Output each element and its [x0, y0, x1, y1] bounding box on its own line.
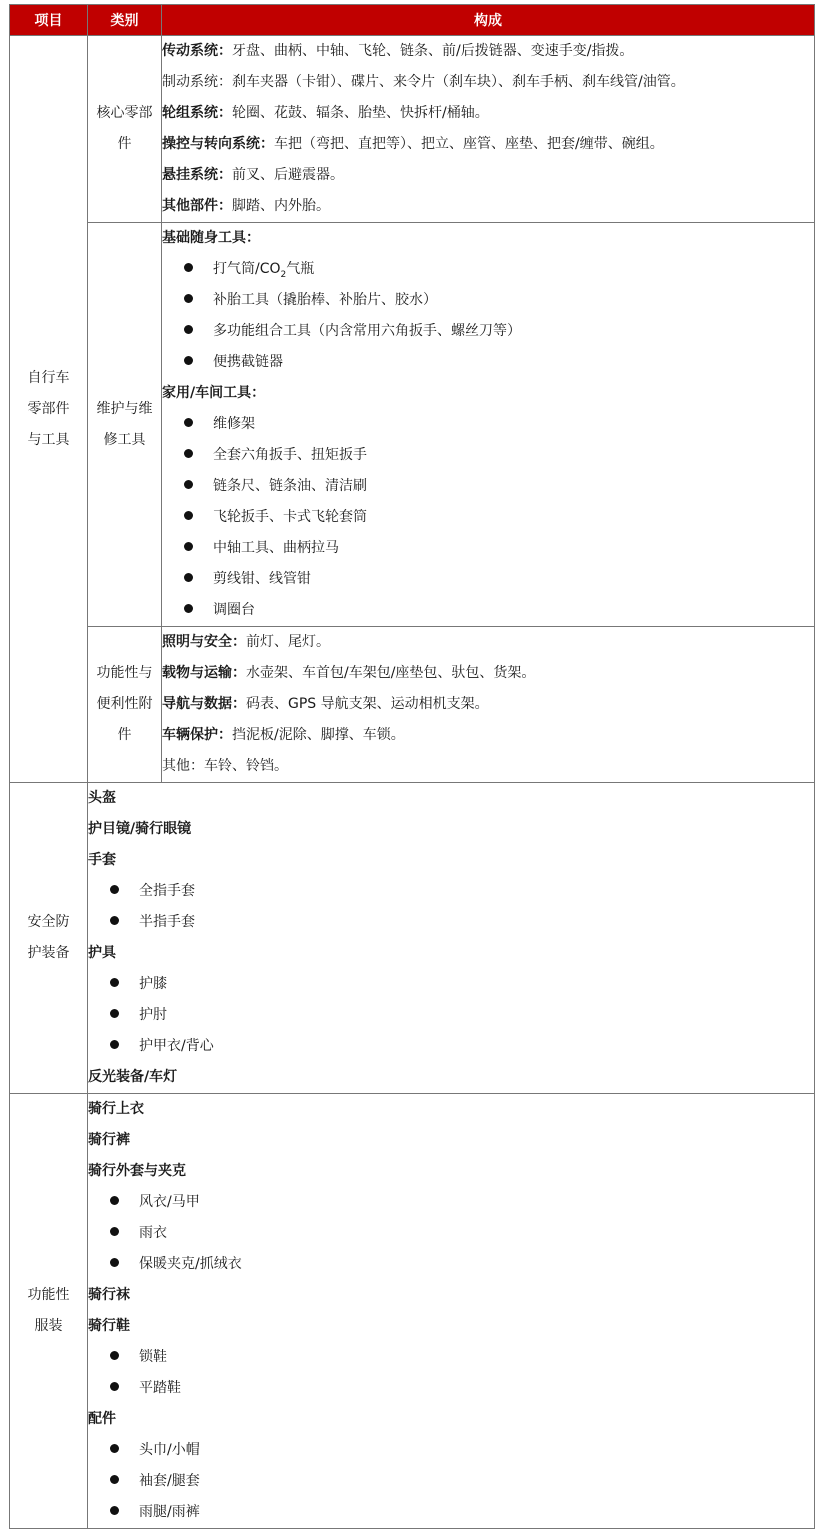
bullet-icon [110, 1040, 119, 1049]
item-text: 补胎工具（撬胎棒、补胎片、胶水） [213, 292, 437, 308]
item-text: 半指手套 [139, 914, 195, 930]
project-bike: 自行车零部件与工具 [27, 369, 70, 448]
list-item [88, 1373, 814, 1404]
table-header-row [10, 5, 815, 36]
item-text: 轮圈、花鼓、辐条、胎垫、快拆杆/桶轴。 [232, 105, 489, 121]
list-item [88, 1435, 814, 1466]
list-item [162, 689, 814, 720]
list-item [88, 969, 814, 1000]
pump-text-a: 打气筒/CO [213, 261, 281, 277]
bullet-icon [184, 325, 193, 334]
equipment-table [9, 4, 815, 1529]
list-item [162, 502, 814, 533]
list-item [88, 876, 814, 907]
list-item [162, 627, 814, 658]
list-item [162, 409, 814, 440]
item-label: 传动系统： [162, 43, 232, 59]
list-item [162, 564, 814, 595]
item-text: 挡泥板/泥除、脚撑、车锁。 [232, 727, 405, 743]
bullet-icon [110, 978, 119, 987]
list-heading: 骑行上衣 [88, 1101, 144, 1117]
list-item [88, 1000, 814, 1031]
item-text: 水壶架、车首包/车架包/座垫包、驮包、货架。 [246, 665, 536, 681]
item-text: 护膝 [139, 976, 167, 992]
maint-tools-content [162, 223, 815, 627]
bullet-icon [184, 542, 193, 551]
table-row [10, 783, 815, 1094]
item-text: 头巾/小帽 [139, 1442, 200, 1458]
project-cell [10, 36, 88, 783]
list-item [162, 347, 814, 378]
item-text: 全套六角扳手、扭矩扳手 [213, 447, 367, 463]
list-heading: 手套 [88, 852, 116, 868]
safety-list [88, 783, 814, 1093]
item-text: 全指手套 [139, 883, 195, 899]
item-label: 照明与安全： [162, 634, 246, 650]
list-item [162, 191, 814, 222]
list-heading: 骑行外套与夹克 [88, 1163, 186, 1179]
list-item [162, 440, 814, 471]
accessories-content [162, 627, 815, 783]
list-heading: 骑行鞋 [88, 1318, 130, 1334]
list-item [162, 720, 814, 751]
bullet-icon [110, 1009, 119, 1018]
list-item [88, 1466, 814, 1497]
table-row [10, 1094, 815, 1529]
bullet-icon [184, 263, 193, 272]
bullet-icon [110, 916, 119, 925]
item-text: 中轴工具、曲柄拉马 [213, 540, 339, 556]
list-item [88, 1218, 814, 1249]
category-cell [88, 36, 162, 223]
list-item [88, 1342, 814, 1373]
list-item: 其他：车铃、铃铛。 [162, 758, 288, 774]
list-heading: 骑行裤 [88, 1132, 130, 1148]
bullet-icon [184, 294, 193, 303]
header-project: 项目 [10, 5, 88, 36]
bullet-icon [184, 356, 193, 365]
list-heading: 骑行袜 [88, 1287, 130, 1303]
item-text: 便携截链器 [213, 354, 283, 370]
pump-text-b: 气瓶 [286, 261, 315, 277]
bullet-icon [184, 449, 193, 458]
item-text: 剪线钳、线管钳 [213, 571, 311, 587]
safety-content [88, 783, 815, 1094]
table-row [10, 36, 815, 223]
table-row [10, 223, 815, 627]
item-text: 调圈台 [213, 602, 255, 618]
list-item [88, 1249, 814, 1280]
item-text: 码表、GPS 导航支架、运动相机支架。 [246, 696, 489, 712]
home-tools-title: 家用/车间工具： [162, 385, 266, 401]
bullet-icon [110, 1382, 119, 1391]
list-item [162, 98, 814, 129]
item-label: 载物与运输： [162, 665, 246, 681]
item-text: 飞轮扳手、卡式飞轮套筒 [213, 509, 367, 525]
project-cell [10, 783, 88, 1094]
bullet-icon [184, 573, 193, 582]
category-cell [88, 223, 162, 627]
list-heading: 护目镜/骑行眼镜 [88, 821, 192, 837]
item-text: 车把（弯把、直把等）、把立、座管、座垫、把套/缠带、碗组。 [274, 136, 664, 152]
bullet-icon [184, 604, 193, 613]
list-heading: 头盔 [88, 790, 116, 806]
header-category: 类别 [88, 5, 162, 36]
project-safety: 安全防护装备 [27, 914, 70, 961]
core-parts-content [162, 36, 815, 223]
item-text: 护肘 [139, 1007, 167, 1023]
bullet-icon [184, 418, 193, 427]
item-label: 操控与转向系统： [162, 136, 274, 152]
item-text: 雨腿/雨裤 [139, 1504, 200, 1520]
list-item [88, 907, 814, 938]
item-text: 护甲衣/背心 [139, 1038, 214, 1054]
list-item [162, 316, 814, 347]
list-item [88, 1031, 814, 1062]
list-item [162, 36, 814, 67]
item-text: 雨衣 [139, 1225, 167, 1241]
item-text: 刹车夹器（卡钳）、碟片、来令片（刹车块）、刹车手柄、刹车线管/油管。 [232, 74, 685, 90]
item-text: 风衣/马甲 [139, 1194, 200, 1210]
category-maint: 维护与维修工具 [96, 400, 153, 448]
category-acc: 功能性与便利性附件 [96, 665, 153, 743]
category-core: 核心零部件 [96, 105, 153, 152]
list-heading: 配件 [88, 1411, 116, 1427]
item-text: 脚踏、内外胎。 [232, 198, 330, 214]
list-item [162, 160, 814, 191]
bullet-icon [110, 885, 119, 894]
list-item [162, 533, 814, 564]
list-item [162, 67, 814, 98]
pump-sub: 2 [280, 269, 287, 280]
bullet-icon [110, 1196, 119, 1205]
list-item [162, 129, 814, 160]
project-apparel: 功能性服装 [27, 1287, 70, 1334]
item-text: 牙盘、曲柄、中轴、飞轮、链条、前/后拨链器、变速手变/指拨。 [232, 43, 634, 59]
bullet-icon [110, 1227, 119, 1236]
item-text: 前灯、尾灯。 [246, 634, 330, 650]
header-composition: 构成 [162, 5, 815, 36]
category-cell [88, 627, 162, 783]
item-label: 制动系统： [162, 74, 232, 90]
bullet-icon [110, 1506, 119, 1515]
item-text: 保暖夹克/抓绒衣 [139, 1256, 242, 1272]
list-item [88, 1187, 814, 1218]
list-item [162, 254, 814, 285]
list-item [162, 285, 814, 316]
item-text: 平踏鞋 [139, 1380, 181, 1396]
list-item [162, 595, 814, 626]
item-label: 导航与数据： [162, 696, 246, 712]
list-heading: 反光装备/车灯 [88, 1069, 178, 1085]
project-cell [10, 1094, 88, 1529]
list-item [162, 471, 814, 502]
item-label: 悬挂系统： [162, 167, 232, 183]
bullet-icon [110, 1475, 119, 1484]
bullet-icon [110, 1444, 119, 1453]
item-label: 其他部件： [162, 198, 232, 214]
apparel-list [88, 1094, 814, 1528]
bullet-icon [110, 1258, 119, 1267]
portable-tools-title: 基础随身工具： [162, 230, 260, 246]
item-text: 锁鞋 [139, 1349, 167, 1365]
item-text: 链条尺、链条油、清洁刷 [213, 478, 367, 494]
item-text: 维修架 [213, 416, 255, 432]
apparel-content [88, 1094, 815, 1529]
list-item [162, 658, 814, 689]
list-heading: 护具 [88, 945, 116, 961]
bullet-icon [110, 1351, 119, 1360]
table-row [10, 627, 815, 783]
bullet-icon [184, 511, 193, 520]
item-label: 轮组系统： [162, 105, 232, 121]
item-label: 车辆保护： [162, 727, 232, 743]
item-text: 袖套/腿套 [139, 1473, 200, 1489]
item-text: 多功能组合工具（内含常用六角扳手、螺丝刀等） [213, 323, 521, 339]
item-text: 前叉、后避震器。 [232, 167, 344, 183]
list-item [88, 1497, 814, 1528]
bullet-icon [184, 480, 193, 489]
